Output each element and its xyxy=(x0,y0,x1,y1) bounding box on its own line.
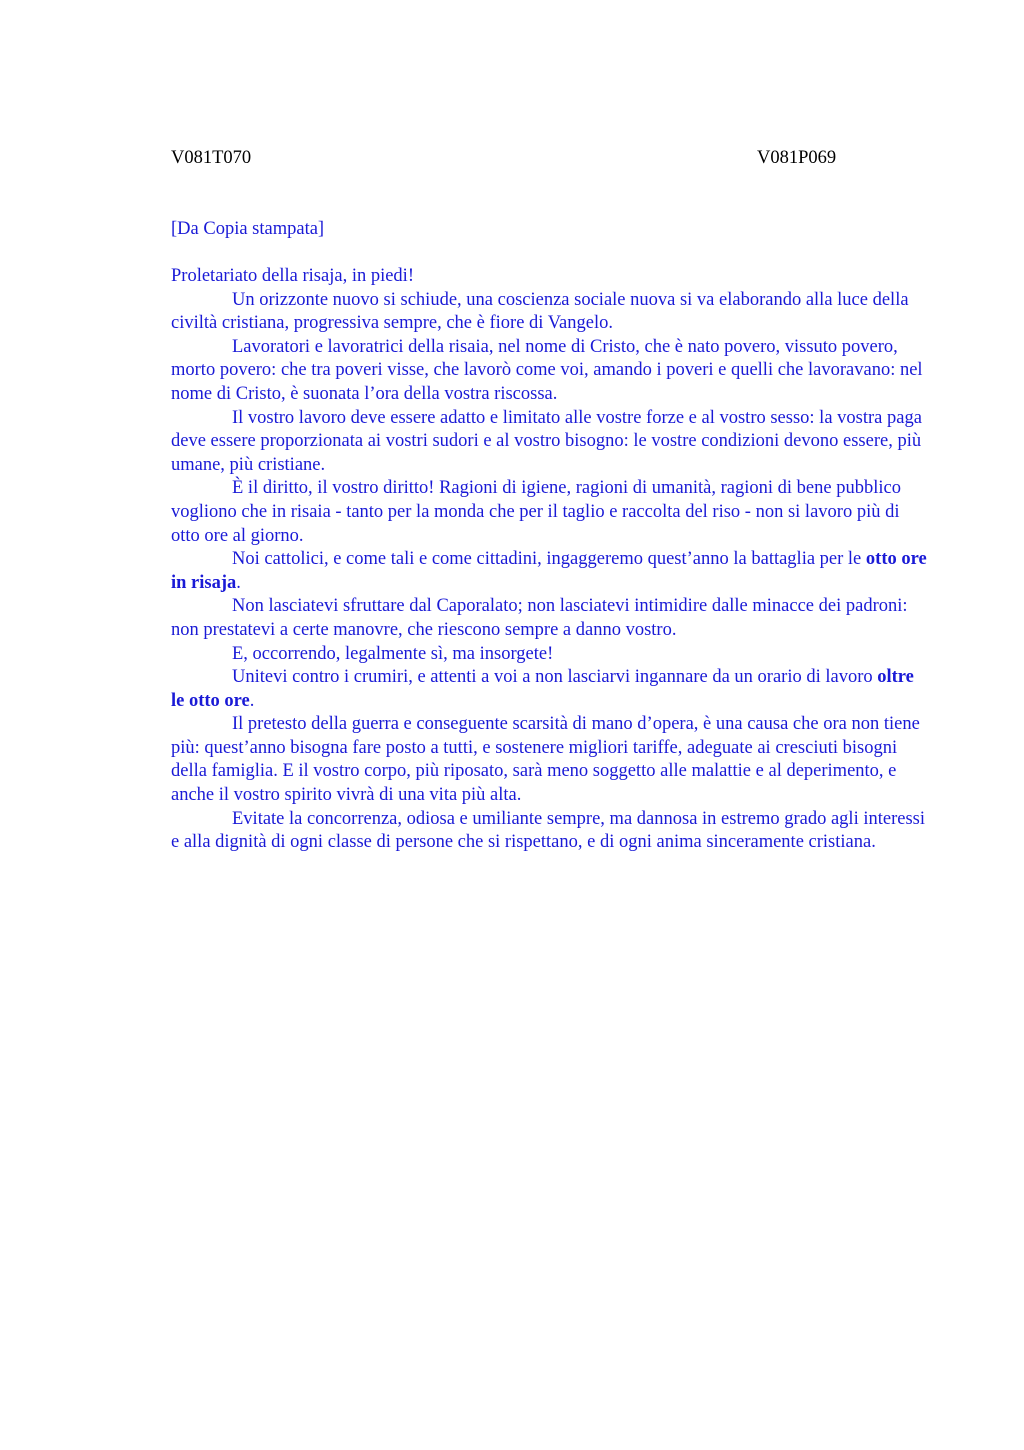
paragraph-text: Noi cattolici, e come tali e come cittadini, ingaggeremo quest’anno la battaglia per le xyxy=(232,549,866,570)
source-note: [Da Copia stampata] xyxy=(171,219,325,239)
paragraph: Un orizzonte nuovo si schiude, una coscienza sociale nuova si va elaborando alla luce della civiltà cristiana, progressiva sempre, che è fiore di Vangelo. xyxy=(171,289,909,334)
paragraph-text: Unitevi contro i crumiri, e attenti a voi a non lasciarvi ingannare da un orario di lavoro xyxy=(232,667,878,688)
document-code-right: V081P069 xyxy=(757,148,837,168)
document-code-left: V081T070 xyxy=(171,148,252,168)
emphasis-text: otto ore in risaja xyxy=(171,549,927,593)
paragraph-text: . xyxy=(236,572,241,593)
paragraph: Il vostro lavoro deve essere adatto e limitato alle vostre forze e al vostro sesso: la vostra paga deve essere proporzionata ai vostri sudori e al vostro bisogno: le vostre condizioni devono essere, più umane, più cristiane. xyxy=(171,407,922,475)
paragraph: Evitate la concorrenza, odiosa e umiliante sempre, ma dannosa in estremo grado agli interessi e alla dignità di ogni classe di persone che si rispettano, e di ogni anima sinceramente cristiana. xyxy=(171,808,925,853)
document-title: Proletariato della risaja, in piedi! xyxy=(171,266,414,286)
paragraph: Lavoratori e lavoratrici della risaia, nel nome di Cristo, che è nato povero, vissuto povero, morto povero: che tra poveri visse, che lavorò come voi, amando i poveri e quelli che lavoravano: nel nome di Cristo, è suonata l’ora della vostra riscossa. xyxy=(171,336,923,404)
paragraph-text: . xyxy=(249,690,255,711)
paragraph xyxy=(171,666,931,713)
paragraph: Il pretesto della guerra e conseguente scarsità di mano d’opera, è una causa che ora non tiene più: quest’anno bisogna fare posto a tutti, e sostenere migliori tariffe, adeguate ai cresciuti bisogni della famiglia. E il vostro corpo, più riposato, sarà meno soggetto alle malattie e al deperimento, e anche il vostro spirito vivrà di una vita più alta. xyxy=(171,714,920,806)
paragraph: È il diritto, il vostro diritto! Ragioni di igiene, ragioni di umanità, ragioni di bene pubblico vogliono che in risaia - tanto per la monda che per il taglio e raccolta del riso - non si lavoro più di otto ore al giorno. xyxy=(171,478,901,546)
document-body xyxy=(171,265,931,855)
emphasis-text: oltre le otto ore xyxy=(171,667,914,711)
paragraph xyxy=(171,548,931,595)
paragraph: E, occorrendo, legalmente sì, ma insorgete! xyxy=(232,643,554,664)
paragraph: Non lasciatevi sfruttare dal Caporalato; non lasciatevi intimidire dalle minacce dei padroni: non prestatevi a certe manovre, che riescono sempre a danno vostro. xyxy=(171,596,908,640)
